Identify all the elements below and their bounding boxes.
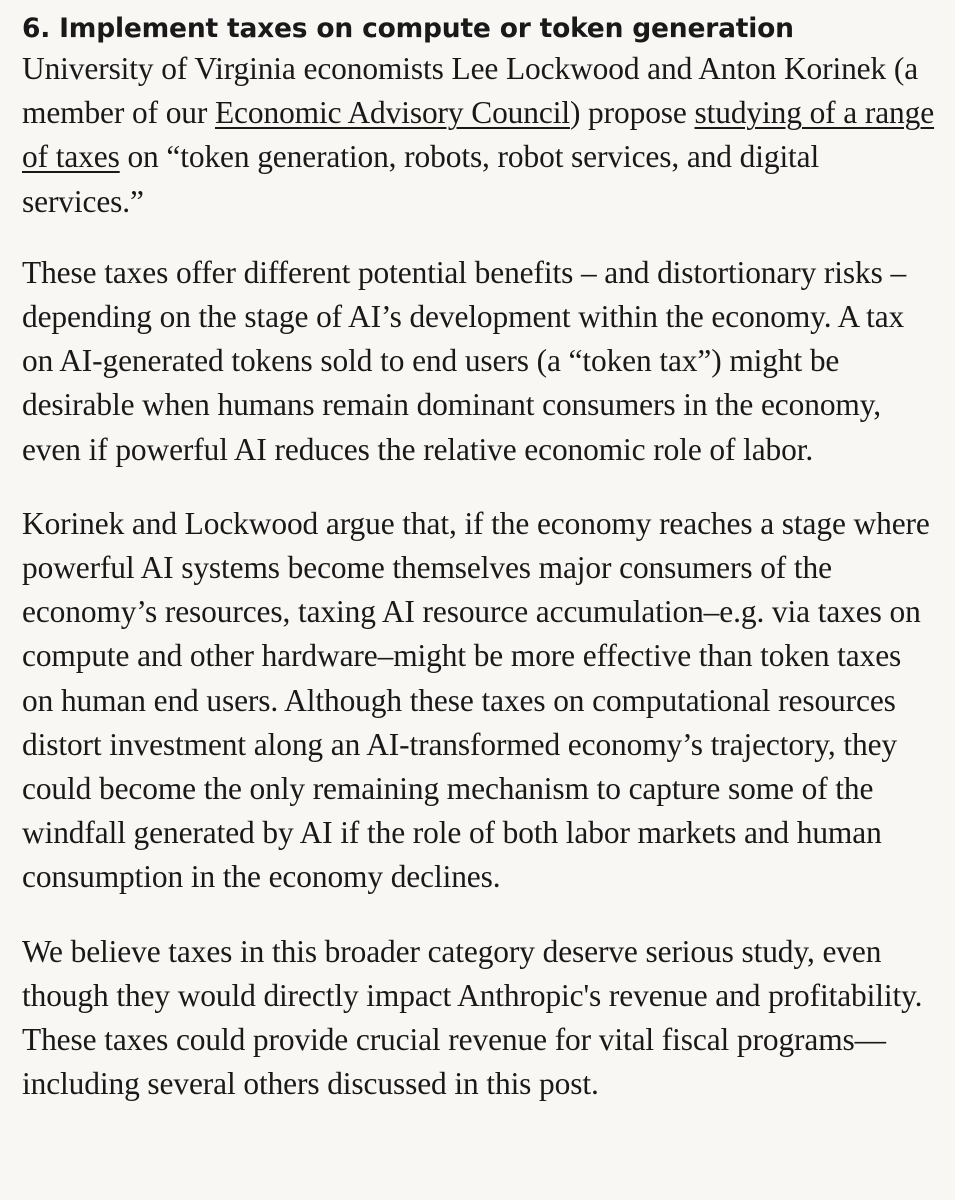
paragraph-2: These taxes offer different potential benefits – and distortionary risks – depending on the stage of AI’s development within the economy. A tax on AI-generated tokens sold to end users (a “token tax”) might be desirable when humans remain dominant consumers in the economy, even if powerful AI reduces the relative economic role of labor. — [22, 254, 907, 467]
economic-advisory-council-link[interactable]: Economic Advisory Council — [214, 95, 570, 131]
section-heading: 6. Implement taxes on compute or token generation — [22, 13, 794, 44]
paragraph-1-text-b: ) propose — [569, 95, 695, 131]
paragraph-1-text-c: on “token generation, robots, robot services, and digital services.” — [22, 139, 820, 219]
paragraph-1 — [22, 47, 935, 224]
range-of-taxes-link[interactable]: studying of a range of taxes — [22, 95, 935, 175]
paragraph-4: We believe taxes in this broader category deserve serious study, even though they would directly impact Anthropic's revenue and profitability. These taxes could provide crucial revenue for vital fiscal programs—including several others discussed in this post. — [22, 933, 923, 1102]
paragraph-1-text-a: University of Virginia economists Lee Lockwood and Anton Korinek (a member of our — [22, 51, 919, 131]
paragraph-3: Korinek and Lockwood argue that, if the economy reaches a stage where powerful AI systems become themselves major consumers of the economy’s resources, taxing AI resource accumulation–e.g. via taxes on compute and other hardware–might be more effective than token taxes on human end users. Although these taxes on computational resources distort investment along an AI-transformed economy’s trajectory, they could become the only remaining mechanism to capture some of the windfall generated by AI if the role of both labor markets and human consumption in the economy declines. — [22, 505, 930, 895]
